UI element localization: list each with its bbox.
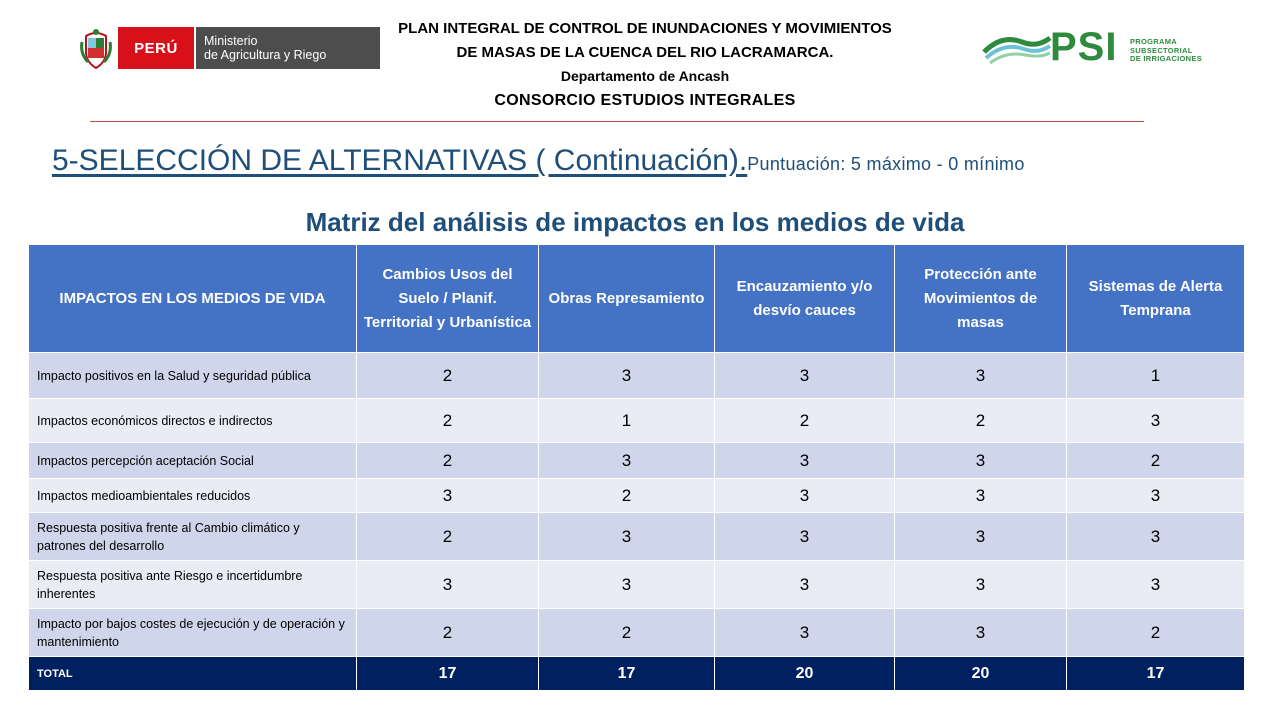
row-label: Impacto por bajos costes de ejecución y de operación y mantenimiento: [29, 609, 357, 657]
score-cell: 17: [357, 657, 539, 691]
score-cell: 3: [715, 561, 895, 609]
score-cell: 3: [715, 513, 895, 561]
score-cell: 3: [895, 609, 1067, 657]
score-cell: 3: [1067, 479, 1245, 513]
psi-waves-icon: [982, 24, 1052, 70]
score-cell: 2: [357, 609, 539, 657]
row-label: Respuesta positiva frente al Cambio climático y patrones del desarrollo: [29, 513, 357, 561]
psi-sub-line3: DE IRRIGACIONES: [1130, 54, 1203, 63]
table-row: [29, 353, 1245, 399]
psi-sub-line2: SUBSECTORIAL: [1130, 45, 1193, 55]
table-row: [29, 443, 1245, 479]
section-title: [52, 144, 1025, 178]
matrix-title: Matriz del análisis de impactos en los medios de vida: [305, 207, 965, 237]
score-cell: 1: [539, 399, 715, 443]
table-row: [29, 399, 1245, 443]
score-cell: 3: [539, 443, 715, 479]
score-cell: 2: [357, 443, 539, 479]
table-row: [29, 479, 1245, 513]
score-cell: 3: [1067, 561, 1245, 609]
row-label: Impacto positivos en la Salud y seguridad pública: [29, 353, 357, 399]
ministry-line2: de Agricultura y Riego: [204, 48, 327, 62]
column-header: Cambios Usos del Suelo / Planif. Territorial y Urbanística: [357, 245, 539, 353]
score-cell: 2: [1067, 609, 1245, 657]
score-cell: 3: [357, 561, 539, 609]
coat-of-arms-icon: [80, 28, 112, 68]
table-row: [29, 561, 1245, 609]
score-cell: 17: [1067, 657, 1245, 691]
score-cell: 2: [539, 609, 715, 657]
score-cell: 3: [1067, 513, 1245, 561]
psi-sub-line1: PROGRAMA: [1130, 37, 1177, 46]
table-row: [29, 609, 1245, 657]
score-cell: 20: [895, 657, 1067, 691]
score-cell: 3: [539, 561, 715, 609]
score-cell: 3: [895, 479, 1067, 513]
header-line1: PLAN INTEGRAL DE CONTROL DE INUNDACIONES Y MOVIMIENTOS: [398, 20, 892, 37]
score-cell: 2: [539, 479, 715, 513]
ministry-line1: Ministerio: [204, 34, 258, 48]
score-cell: 2: [357, 353, 539, 399]
section-subtitle: Puntuación: 5 máximo - 0 mínimo: [747, 154, 1025, 174]
score-cell: 17: [539, 657, 715, 691]
peru-label: PERÚ: [118, 27, 194, 69]
column-header: Sistemas de Alerta Temprana: [1067, 245, 1245, 353]
header-line2: DE MASAS DE LA CUENCA DEL RIO LACRAMARCA.: [456, 44, 834, 61]
column-header: IMPACTOS EN LOS MEDIOS DE VIDA: [29, 245, 357, 353]
score-cell: 3: [539, 353, 715, 399]
header-line3: Departamento de Ancash: [560, 68, 730, 84]
header-line4: CONSORCIO ESTUDIOS INTEGRALES: [494, 92, 796, 109]
score-cell: 3: [715, 609, 895, 657]
column-header: Obras Represamiento: [539, 245, 715, 353]
row-label: TOTAL: [29, 657, 357, 691]
header-divider: [90, 121, 1144, 122]
score-cell: 3: [715, 353, 895, 399]
row-label: Impactos económicos directos e indirectos: [29, 399, 357, 443]
section-title-dot: .: [738, 144, 748, 177]
score-cell: 2: [357, 513, 539, 561]
score-cell: 3: [895, 353, 1067, 399]
score-cell: 3: [1067, 399, 1245, 443]
total-row: [29, 657, 1245, 691]
score-cell: 3: [895, 561, 1067, 609]
impact-matrix-table: [28, 244, 1245, 691]
row-label: Respuesta positiva ante Riesgo e incertidumbre inherentes: [29, 561, 357, 609]
table-header-row: [29, 245, 1245, 353]
score-cell: 3: [895, 443, 1067, 479]
row-label: Impactos percepción aceptación Social: [29, 443, 357, 479]
section-title-main: 5-SELECCIÓN DE ALTERNATIVAS ( Continuación): [52, 144, 739, 177]
score-cell: 3: [715, 443, 895, 479]
psi-subtitle: [1130, 38, 1202, 64]
psi-acronym: PSI: [1050, 25, 1118, 69]
score-cell: 3: [715, 479, 895, 513]
score-cell: 2: [895, 399, 1067, 443]
score-cell: 3: [895, 513, 1067, 561]
row-label: Impactos medioambientales reducidos: [29, 479, 357, 513]
score-cell: 2: [357, 399, 539, 443]
score-cell: 1: [1067, 353, 1245, 399]
ministry-logo: [80, 27, 327, 69]
table-row: [29, 513, 1245, 561]
column-header: Encauzamiento y/o desvío cauces: [715, 245, 895, 353]
score-cell: 2: [715, 399, 895, 443]
score-cell: 20: [715, 657, 895, 691]
psi-logo: [982, 24, 1212, 70]
score-cell: 3: [357, 479, 539, 513]
score-cell: 2: [1067, 443, 1245, 479]
score-cell: 3: [539, 513, 715, 561]
column-header: Protección ante Movimientos de masas: [895, 245, 1067, 353]
